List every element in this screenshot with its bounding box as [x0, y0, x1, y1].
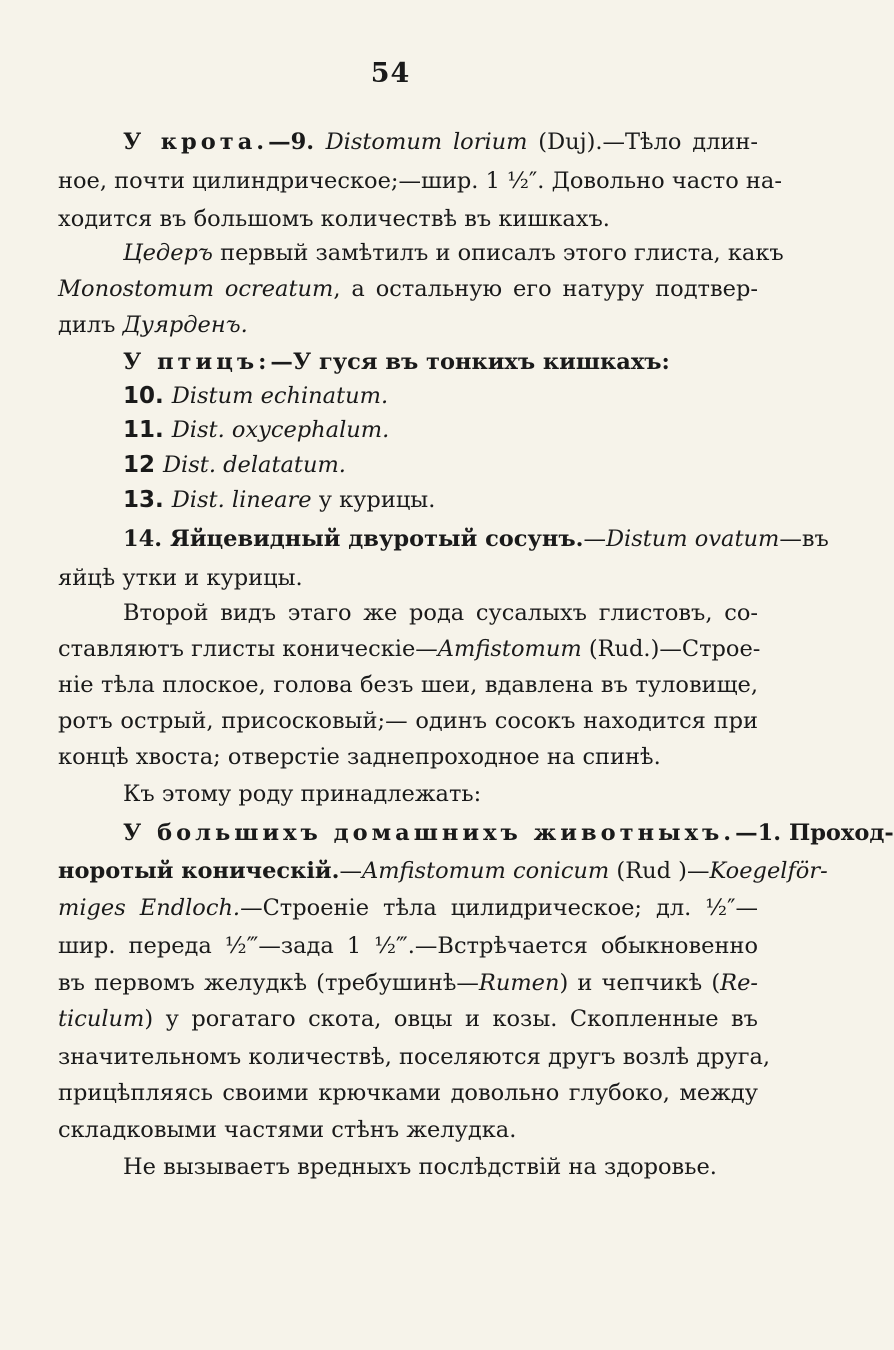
text-line-2	[58, 166, 782, 196]
line-text: (Duj).—Тѣло длин-	[527, 129, 758, 155]
line-text: ніе тѣла плоское, голова безъ шеи, вдавлена въ туловище,	[58, 672, 758, 698]
text-line-5	[58, 274, 758, 304]
latin-name: Amfistomum	[437, 636, 582, 662]
species-heading: норотый коническій.	[58, 858, 340, 884]
line-text: ) и чепчикѣ (	[559, 970, 721, 996]
text-line-12	[123, 524, 829, 554]
latin-name: Dist. delatatum.	[163, 452, 346, 478]
text-line-25	[58, 1004, 758, 1034]
text-line-13	[58, 563, 758, 593]
text-line-15	[58, 634, 761, 664]
latin-name: Rumen	[478, 970, 560, 996]
text-line-26	[58, 1042, 771, 1072]
line-text: ротъ острый, присосковый;— одинъ сосокъ находится при	[58, 708, 758, 734]
item-number: 12	[123, 452, 164, 478]
line-text: , а остальную его натуру подтвер-	[333, 276, 758, 302]
latin-name: ticulum	[58, 1006, 145, 1032]
line-text: ) у рогатаго скота, овцы и козы. Скопленные въ	[144, 1006, 758, 1032]
line-text: —Строеніе тѣла цилидрическое; дл. ½″—	[240, 895, 758, 921]
text-line-27	[58, 1078, 758, 1108]
item-number: 13.	[123, 487, 172, 513]
latin-name: Distum ovatum	[605, 526, 780, 552]
latin-name: Distomum lorium	[325, 129, 528, 155]
text-line-29	[123, 1152, 758, 1182]
line-text: (Rud )—	[609, 858, 710, 884]
line-text: ное, почти цилиндрическое;—шир. 1 ½″. Довольно часто на-	[58, 168, 782, 194]
text-line-6	[58, 310, 758, 340]
line-text: концѣ хвоста; отверстіе заднепроходное на спинѣ.	[58, 744, 661, 770]
line-text: ставляютъ глисты коническіе—	[58, 636, 438, 662]
text-line-19	[123, 779, 758, 809]
line-text: первый замѣтилъ и описалъ этого глиста, какъ	[212, 240, 784, 266]
dash: —	[583, 526, 606, 552]
line-text: ходится въ большомъ количествѣ въ кишкахъ.	[58, 206, 610, 232]
german-name: miges Endloch.	[58, 895, 241, 921]
section-heading-animals: У большихъ домашнихъ животныхъ.	[123, 820, 736, 846]
text-line-7	[123, 347, 758, 377]
text-line-20	[123, 818, 894, 848]
text-line-8	[123, 381, 758, 411]
line-text: Не вызываетъ вредныхъ послѣдствій на здоровье.	[123, 1154, 717, 1180]
line-text: Къ этому роду принадлежать:	[123, 781, 482, 807]
german-name: Koegelför-	[709, 858, 828, 884]
page-number: 54	[370, 58, 411, 89]
item-number: 11.	[123, 417, 172, 443]
item-number: 10.	[123, 383, 172, 409]
text-line-23	[58, 931, 758, 961]
text-line-21	[58, 856, 828, 886]
section-heading-birds: У птицъ:	[123, 349, 271, 375]
text-line-14	[123, 598, 758, 628]
text-line-10	[123, 450, 758, 480]
line-text: дилъ	[58, 312, 123, 338]
section-heading-krot: У крота.	[123, 129, 269, 155]
author-name: Цедеръ	[123, 240, 213, 266]
text-line-4	[123, 238, 784, 268]
text-line-1	[123, 127, 758, 157]
latin-name: Re-	[720, 970, 758, 996]
item-number: —9.	[268, 129, 326, 155]
latin-name: Monostomum ocreatum	[58, 276, 334, 302]
line-text: —У гуся въ тонкихъ кишкахъ:	[270, 349, 670, 375]
line-text: шир. переда ⅟₂‴—зада 1 ½‴.—Встрѣчается обыкновенно	[58, 933, 758, 959]
author-name: Дуярденъ.	[122, 312, 248, 338]
text-line-9	[123, 415, 758, 445]
text-line-22	[58, 893, 758, 923]
line-text: складковыми частями стѣнъ желудка.	[58, 1117, 517, 1143]
text-line-18	[58, 742, 758, 772]
text-line-16	[58, 670, 758, 700]
text-line-11	[123, 485, 758, 515]
dash: —	[339, 858, 362, 884]
line-text: яйцѣ утки и курицы.	[58, 565, 303, 591]
text-line-17	[58, 706, 758, 736]
latin-name: Dist. oxycephalum.	[171, 417, 390, 443]
line-text: прицѣпляясь своими крючками довольно глубоко, между	[58, 1080, 758, 1106]
species-heading: —1. Проход-	[735, 820, 894, 846]
line-text: значительномъ количествѣ, поселяются другъ возлѣ друга,	[58, 1044, 771, 1070]
latin-name: Amfistomum conicum	[361, 858, 610, 884]
line-text: (Rud.)—Строе-	[581, 636, 761, 662]
line-text: въ первомъ желудкѣ (требушинѣ—	[58, 970, 479, 996]
latin-name: Dist. lineare	[171, 487, 312, 513]
text-line-28	[58, 1115, 758, 1145]
line-text: Второй видъ этаго же рода сусалыхъ глистовъ, со-	[123, 600, 758, 626]
text-line-24	[58, 968, 758, 998]
text-line-3	[58, 204, 758, 234]
line-text: у курицы.	[311, 487, 436, 513]
latin-name: Distum echinatum.	[171, 383, 389, 409]
species-heading: 14. Яйцевидный двуротый сосунъ.	[123, 526, 584, 552]
line-text: —въ	[779, 526, 829, 552]
